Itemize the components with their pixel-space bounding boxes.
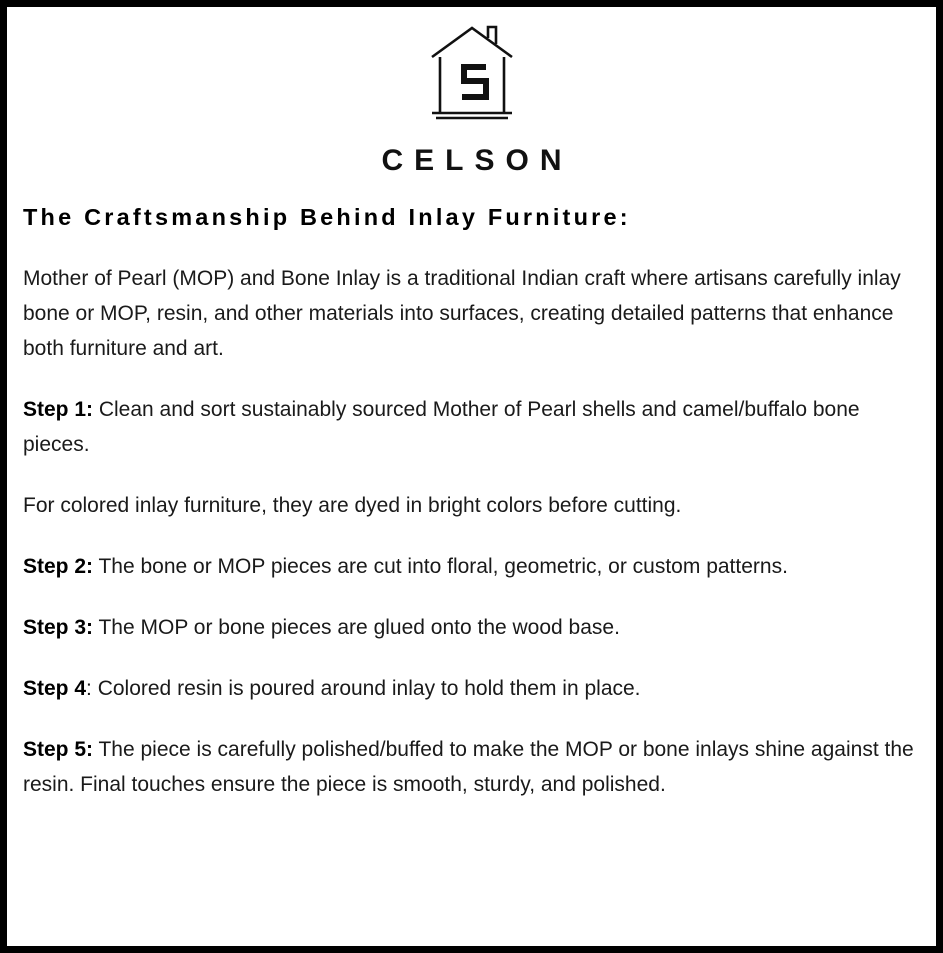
paragraph-text: The MOP or bone pieces are glued onto the wood base. <box>93 616 620 639</box>
paragraph-colored-inlay <box>23 488 920 523</box>
step-label: Step 5: <box>23 738 94 761</box>
paragraph-text: Clean and sort sustainably sourced Mother of Pearl shells and camel/buffalo bone pieces. <box>23 398 860 456</box>
step-label: Step 1: <box>23 398 94 421</box>
step-label: Step 2: <box>23 555 94 578</box>
house-with-letter-c-icon <box>426 21 518 121</box>
paragraph-step-1 <box>23 392 920 462</box>
step-label: Step 3: <box>23 616 94 639</box>
paragraph-intro <box>23 261 920 366</box>
paragraph-step-5 <box>23 732 920 802</box>
paragraph-text: Mother of Pearl (MOP) and Bone Inlay is a traditional Indian craft where artisans carefully inlay bone or MOP, resin, and other materials into surfaces, creating detailed patterns that enhance both furniture and art. <box>23 267 901 360</box>
body-copy <box>23 261 920 802</box>
brand-header <box>23 17 920 178</box>
paragraph-text: The bone or MOP pieces are cut into floral, geometric, or custom patterns. <box>93 555 788 578</box>
paragraph-text: For colored inlay furniture, they are dyed in bright colors before cutting. <box>23 494 682 517</box>
paragraph-step-4 <box>23 671 920 706</box>
paragraph-text: The piece is carefully polished/buffed to make the MOP or bone inlays shine against the resin. Final touches ensure the piece is smooth, sturdy, and polished. <box>23 738 914 796</box>
brand-name: CELSON <box>381 144 573 177</box>
paragraph-step-2 <box>23 549 920 584</box>
page-title: The Craftsmanship Behind Inlay Furniture: <box>23 204 631 230</box>
step-label: Step 4 <box>23 677 87 700</box>
paragraph-text: : Colored resin is poured around inlay to hold them in place. <box>86 677 641 700</box>
paragraph-step-3 <box>23 610 920 645</box>
